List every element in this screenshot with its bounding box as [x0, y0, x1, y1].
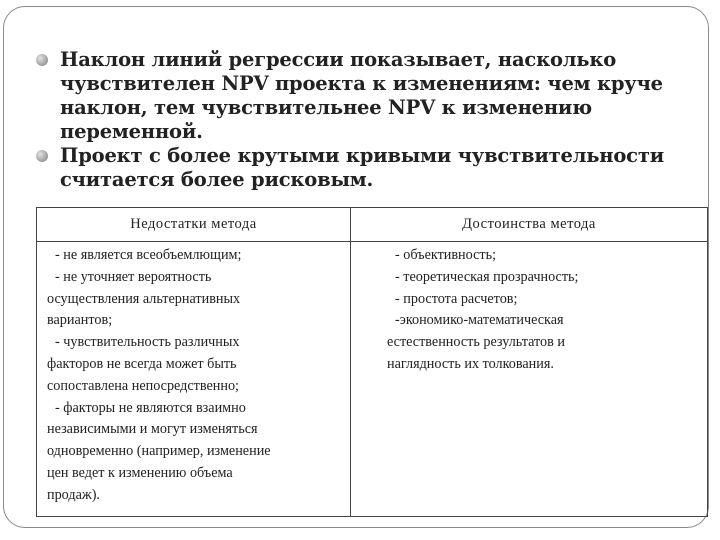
- bullet-line: наклон, тем чувствительнее NPV к изменению: [60, 96, 592, 119]
- bullet-item: [36, 144, 696, 192]
- table-header-row: [37, 208, 708, 242]
- header-advantages: Достоинства метода: [351, 208, 708, 242]
- bullet-line: переменной.: [60, 120, 203, 143]
- bullet-line: считается более рисковым.: [60, 168, 374, 191]
- disadvantage-line: независимыми и могут изменяться: [47, 421, 258, 438]
- disadvantage-line: - не уточняет вероятность: [55, 268, 212, 285]
- bullet-item: [36, 48, 696, 144]
- advantage-line: - простота расчетов;: [395, 290, 518, 307]
- disadvantage-line: - чувствительность различных: [55, 334, 240, 351]
- disadvantage-line: факторов не всегда может быть: [47, 355, 237, 372]
- disadvantage-line: продаж).: [47, 486, 100, 503]
- header-disadvantages: Недостатки метода: [37, 208, 351, 242]
- bullet-line: Наклон линий регрессии показывает, насколько: [60, 48, 617, 71]
- disadvantage-line: сопоставлена непосредственно;: [47, 377, 240, 394]
- disadvantage-line: вариантов;: [47, 312, 113, 329]
- bullet-list: [36, 48, 696, 192]
- advantage-line: - объективность;: [395, 247, 497, 263]
- bullet-line: Проект с более крутыми кривыми чувствительности: [60, 144, 664, 167]
- advantage-line: - теоретическая прозрачность;: [395, 268, 579, 285]
- advantage-line: наглядность их толкования.: [387, 355, 554, 372]
- disadvantages-cell: [37, 242, 351, 517]
- disadvantage-line: - факторы не являются взаимно: [55, 399, 246, 416]
- disadvantage-line: осуществления альтернативных: [47, 290, 241, 307]
- disadvantage-line: цен ведет к изменению объема: [47, 464, 233, 481]
- table-row: [37, 242, 708, 517]
- advantage-line: -экономико-математическая: [395, 312, 564, 329]
- comparison-table: [36, 207, 708, 517]
- disadvantage-line: - не является всеобъемлющим;: [55, 247, 242, 263]
- advantage-line: естественность результатов и: [387, 334, 565, 351]
- bullet-dot-icon: [36, 150, 48, 162]
- bullet-line: чувствителен NPV проекта к изменениям: чем круче: [60, 72, 663, 95]
- advantages-cell: [351, 242, 708, 517]
- disadvantage-line: одновременно (например, изменение: [47, 443, 271, 460]
- bullet-dot-icon: [36, 54, 48, 66]
